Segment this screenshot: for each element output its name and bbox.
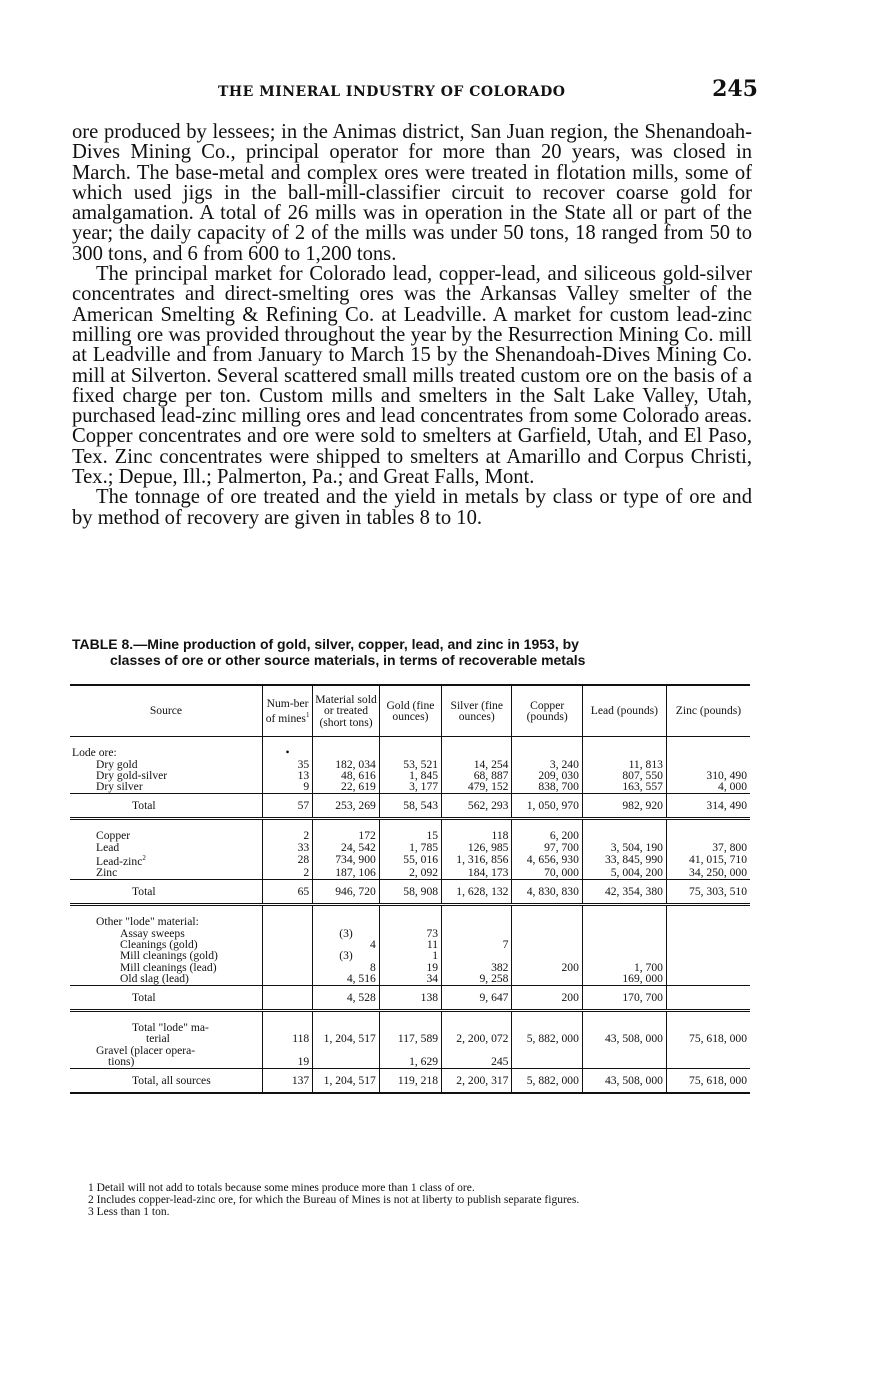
table-row: Total "lode" ma- — [70, 1022, 750, 1033]
col-copper: Copper (pounds) — [512, 685, 582, 737]
col-material: Material sold or treated (short tons) — [313, 685, 380, 737]
col-source: Source — [70, 685, 262, 737]
table-row: Zinc 2 187, 106 2, 092 184, 173 70, 000 5, 004, 200 34, 250, 000 — [70, 867, 750, 879]
table-header-row — [70, 685, 750, 737]
table-caption — [72, 636, 756, 668]
running-title: THE MINERAL INDUSTRY OF COLORADO — [218, 84, 566, 100]
footnotes — [88, 1182, 768, 1218]
paragraph: ore produced by lessees; in the Animas district, San Juan region, the Shenandoah-Dives Mining Co., principal operator for more than 20 years, was closed in March. The base-metal and complex ores were treated in flotation mills, some of which used jigs in the ball-mill-classifier circuit to recover coarse gold for amalgamation. A total of 26 mills was in operation in the State all or part of the year; the daily capacity of 2 of the mills was under 50 tons, 18 ranged from 50 to 300 tons, and 6 from 600 to 1,200 tons. — [72, 121, 752, 265]
footnote: 2 Includes copper-lead-zinc ore, for which the Bureau of Mines is not at liberty to publish separate figures. — [88, 1194, 580, 1206]
caption-line-1: TABLE 8.—Mine production of gold, silver, copper, lead, and zinc in 1953, by — [72, 636, 579, 652]
col-zinc: Zinc (pounds) — [666, 685, 750, 737]
table-row: Lode ore: • — [70, 747, 750, 758]
footnote: 1 Detail will not add to totals because some mines produce more than 1 class of ore. — [88, 1182, 475, 1194]
col-gold: Gold (fine ounces) — [379, 685, 441, 737]
col-lead: Lead (pounds) — [582, 685, 666, 737]
table-row: Lead 33 24, 542 1, 785 126, 985 97, 700 3, 504, 190 37, 800 — [70, 842, 750, 853]
table-row-grand-total: Total, all sources 137 1, 204, 517 119, 218 2, 200, 317 5, 882, 000 43, 508, 000 75, 618, 000 — [70, 1068, 750, 1093]
table-row: Copper 2 172 15 118 6, 200 — [70, 830, 750, 841]
page-number: 245 — [712, 76, 758, 102]
paragraph: The principal market for Colorado lead, copper-lead, and siliceous gold-silver concentrates and direct-smelting ores was the Arkansas Valley smelter of the American Smelting & Refining Co. at Leadville. A market for custom lead-zinc milling ore was provided throughout the year by the Resurrection Mining Co. mill at Leadville and from January to March 15 by the Shenandoah-Dives Mining Co. mill at Silverton. Several scattered small mills treated custom ore on the basis of a fixed charge per ton. Custom mills and smelters in the Salt Lake Valley, Utah, purchased lead-zinc milling ores and lead concentrates from some Colorado areas. Copper concentrates and ore were sold to smelters at Garfield, Utah, and El Paso, Tex. Zinc concentrates were shipped to smelters at Amarillo and Corpus Christi, Tex.; Depue, Ill.; Palmerton, Pa.; and Great Falls, Mont. — [72, 263, 752, 489]
col-mines: Num-ber of mines$^1$ — [262, 685, 312, 737]
table-row: Cleanings (gold) 4 11 7 — [70, 939, 750, 950]
table-row: Mill cleanings (gold) (3) 1 — [70, 950, 750, 961]
table-row: Dry silver 9 22, 619 3, 177 479, 152 838, 700 163, 557 4, 000 — [70, 781, 750, 793]
production-table — [70, 684, 750, 1094]
table-row: Lead-zinc$^2$ 28 734, 900 55, 016 1, 316, 856 4, 656, 930 33, 845, 990 41, 015, 710 — [70, 853, 750, 867]
table-row: Other "lode" material: — [70, 916, 750, 927]
body-text — [72, 122, 752, 528]
table-row: Assay sweeps (3) 73 — [70, 928, 750, 939]
table-row: Old slag (lead) 4, 516 34 9, 258 169, 000 — [70, 973, 750, 985]
table-row: terial 118 1, 204, 517 117, 589 2, 200, 072 5, 882, 000 43, 508, 000 75, 618, 000 — [70, 1033, 750, 1044]
table-row: Gravel (placer opera- — [70, 1045, 750, 1056]
table-row-total: Total 65 946, 720 58, 908 1, 628, 132 4, 830, 830 42, 354, 380 75, 303, 510 — [70, 879, 750, 904]
table-row: Dry gold-silver 13 48, 616 1, 845 68, 887 209, 030 807, 550 310, 490 — [70, 770, 750, 781]
col-silver: Silver (fine ounces) — [442, 685, 512, 737]
table-row: Dry gold 35 182, 034 53, 521 14, 254 3, 240 11, 813 — [70, 759, 750, 770]
table-row: Mill cleanings (lead) 8 19 382 200 1, 700 — [70, 962, 750, 973]
table-row: tions) 19 1, 629 245 — [70, 1056, 750, 1068]
caption-line-2: classes of ore or other source materials, in terms of recoverable metals — [110, 652, 586, 668]
table-row-total: Total 57 253, 269 58, 543 562, 293 1, 050, 970 982, 920 314, 490 — [70, 793, 750, 818]
footnote: 3 Less than 1 ton. — [88, 1206, 170, 1218]
paragraph: The tonnage of ore treated and the yield in metals by class or type of ore and by method of recovery are given in tables 8 to 10. — [72, 486, 752, 529]
page-header — [72, 78, 758, 108]
table-row-total: Total 4, 528 138 9, 647 200 170, 700 — [70, 985, 750, 1010]
